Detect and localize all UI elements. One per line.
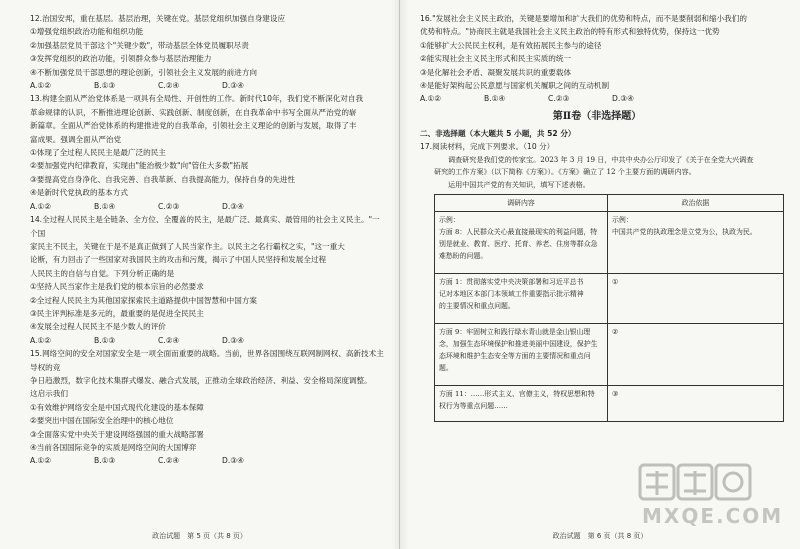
question-15-item-3: ③全面落实党中央关于建设网络强国的重大战略部署 [30, 429, 204, 439]
svg-text:MXQE.COM: MXQE.COM [642, 504, 784, 528]
research-table [434, 194, 784, 422]
table-cell-basis [608, 212, 784, 274]
question-17-material [434, 154, 774, 192]
question-13-item-3: ③要提高党自身净化、自我完善、自我革新、自我提高能力，保持自身的先进性 [30, 174, 295, 184]
option-d: D.③④ [222, 201, 244, 211]
question-15-stem-line: 15.网络空间的安全对国家安全是一项全面而重要的战略。当前，世界各国围绕互联网制网权、高新技术主导权的竞 [30, 349, 384, 372]
question-15-item-1: ①有效维护网络安全是中国式现代化建设的基本保障 [30, 402, 204, 412]
cell-line: 权行为等重点问题…… [439, 402, 508, 411]
question-13 [30, 92, 385, 213]
page-footer-right: 政治试题 第 6 页（共 8 页） [552, 532, 648, 540]
page-footer-left: 政治试题 第 5 页（共 8 页） [152, 532, 247, 540]
cell-line: 示例： [439, 216, 460, 225]
question-13-item-4: ④是新时代党执政的基本方式 [30, 188, 128, 198]
table-cell-content [435, 274, 608, 324]
table-cell-basis [608, 274, 784, 324]
question-14-stem-line: 论断，有力回击了一些国家对我国民主的攻击和污蔑，揭示了中国人民坚持和发展全过程 [30, 255, 327, 265]
cell-line: 示例： [612, 216, 633, 225]
table-row [435, 324, 784, 386]
question-13-stem-line: 13.构建全面从严治党体系是一项具有全局性、开创性的工作。新时代10年，我们党不断深化对自我 [30, 94, 364, 104]
material-line: 调查研究是我们党的传家宝。2023 年 3 月 19 日，中共中央办公厅印发了《关于在全党大兴调查 [448, 154, 754, 164]
cell-line: 中国共产党的执政理念是立党为公，执政为民。 [612, 228, 757, 237]
question-14 [30, 213, 385, 347]
option-c: C.②④ [158, 456, 180, 466]
section-heading: 二、非选择题（本大题共 5 小题，共 52 分） [420, 128, 576, 138]
material-line: 研究的工作方案》（以下简称《方案》）。《方案》确立了 12 个主要方面的调研内容。 [434, 167, 696, 177]
question-12-item-2: ②加强基层党员干部这个"关键少数"，带动基层全体党员履职尽责 [30, 40, 249, 50]
question-12-item-1: ①增强党组织政治功能和组织功能 [30, 27, 144, 37]
option-a: A.①② [420, 94, 442, 104]
question-14-item-1: ①坚持人民当家作主是我们党的根本宗旨的必然要求 [30, 282, 204, 292]
question-14-stem-line: 14.全过程人民民主是全链条、全方位、全覆盖的民主，是最广泛、最真实、最管用的社会主义民主。"一个国 [30, 215, 380, 238]
option-a: A.①② [30, 201, 52, 211]
question-16-item-3: ③是化解社会矛盾、凝聚发展共识的重要载体 [420, 67, 572, 77]
question-12-stem: 12.治国安邦，重在基层。基层治理，关键在党。基层党组织加强自身建设应 [30, 14, 286, 23]
table-header-row [435, 195, 784, 212]
question-13-options [30, 200, 385, 213]
question-16-stem-line: 优势和特点。"协商民主就是我国社会主义民主政治的特有形式和独特优势，保持这一优势 [420, 27, 720, 37]
answer-blank-1: ① [612, 278, 619, 287]
table-cell-content [435, 324, 608, 386]
question-13-item-1: ①体现了全过程人民民主是最广泛的民主 [30, 148, 166, 158]
question-16-item-2: ②能实现社会主义民主形式和民主实质的统一 [420, 54, 572, 64]
question-15-options [30, 454, 385, 467]
question-14-item-2: ②全过程人民民主为其他国家探索民主道路提供中国智慧和中国方案 [30, 295, 258, 305]
option-b: B.①③ [94, 335, 116, 345]
table-header-content: 调研内容 [435, 195, 608, 212]
question-15-item-2: ②要突出中国在国际安全治理中的核心地位 [30, 416, 174, 426]
question-15-stem-line: 争日趋激烈，数字化技术集群式爆发、融合式发展，正推动全球政治经济、利益、安全格局深度调整。 [30, 375, 372, 385]
question-14-item-3: ③民主评判标准是多元的，最重要的是促进全民民主 [30, 308, 204, 318]
question-16-options [420, 92, 774, 105]
answer-blank-2: ② [612, 328, 619, 337]
question-16-item-1: ①能够扩大公民民主权利，是有效拓展民主参与的途径 [420, 40, 602, 50]
question-13-stem-line: 新篇章。全面从严治党体系的构建推进党的自我革命，引领社会主义理论的创新与发展，取得了丰 [30, 121, 357, 131]
table-row [435, 274, 784, 324]
option-a: A.①② [30, 456, 52, 466]
cell-line: 态环境和维护生态安全等方面的主要情况和重点问 [439, 352, 591, 361]
material-line: 运用中国共产党的有关知识，填写下述表格。 [448, 179, 590, 189]
option-a: A.①② [30, 81, 52, 91]
question-12-options [30, 79, 385, 92]
cell-line: 方面 1：贯彻落实党中央决策部署和习近平总书 [439, 278, 584, 287]
question-14-stem-line: 家民主不民主，关键在于是不是真正做到了人民当家作主。以民主之名行霸权之实，"这一重大 [30, 241, 345, 251]
option-d: D.③④ [222, 335, 244, 345]
table-cell-basis [608, 324, 784, 386]
table-row [435, 212, 784, 274]
cell-line: 方面 11：……形式主义、官僚主义，特权思想和特 [439, 390, 595, 399]
table-cell-basis [608, 386, 784, 422]
table-cell-content [435, 386, 608, 422]
book-spine-shadow [392, 0, 408, 549]
question-14-options [30, 334, 385, 347]
option-b: B.①③ [94, 81, 116, 91]
option-c: C.②③ [548, 94, 570, 104]
section-title: 第Ⅱ卷（非选择题） [552, 110, 642, 122]
question-13-item-2: ②要加强党内纪律教育，实现由"能治极少数"向"管住大多数"拓展 [30, 161, 249, 171]
option-d: D.③④ [222, 456, 244, 466]
option-b: B.①③ [94, 456, 116, 466]
answer-blank-3: ③ [612, 390, 619, 399]
cell-line: 方面 9：牢固树立和践行绿水青山就是金山银山理 [439, 328, 591, 337]
question-14-stem-line: 人民民主的自信与自觉。下列分析正确的是 [30, 268, 175, 278]
cell-line: 念，加强生态环境保护和推进美丽中国建设，保护生 [439, 340, 598, 349]
option-c: C.②④ [158, 81, 180, 91]
question-17-stem: 17.阅读材料，完成下列要求。（10 分） [420, 142, 555, 152]
question-15-item-4: ④当前各国国际竞争的实质是网络空间的大国博弈 [30, 443, 197, 452]
cell-line: 题。 [439, 364, 453, 373]
question-17 [420, 140, 774, 153]
table-row [435, 386, 784, 422]
question-16-stem-line: 16."发展社会主义民主政治，关键是要增加和扩大我们的优势和特点，而不是要削弱和缩小我们的 [420, 14, 747, 23]
question-12 [30, 12, 385, 92]
question-13-stem-line: 富成果。强调全面从严治党 [30, 134, 122, 144]
question-15 [30, 347, 385, 468]
question-15-stem-line: 这启示我们 [30, 389, 68, 399]
watermark-logo [636, 461, 786, 529]
cell-line: 记对本地区本部门本领域工作重要指示批示精神 [439, 290, 584, 299]
cell-line: 别是就业、教育、医疗、托育、养老、住房等群众急 [439, 240, 598, 249]
cell-line: 难愁盼的问题。 [439, 252, 488, 261]
cell-line: 方面 8：人民群众关心最直接最现实的利益问题，特 [439, 228, 598, 237]
question-16-item-4: ④是能好架构起公民意愿与国家机关履职之间的互动机制 [420, 81, 610, 91]
question-14-item-4: ④发展全过程人民民主不是少数人的评价 [30, 322, 166, 332]
option-b: B.①④ [94, 201, 116, 211]
option-c: C.②③ [158, 201, 180, 211]
option-c: C.②④ [158, 335, 180, 345]
question-12-item-4: ④不断加强党员干部思想的理论创新，引领社会主义发展的前进方向 [30, 67, 258, 77]
question-16 [420, 12, 774, 106]
watermark-logo-graphic [636, 461, 786, 529]
exam-page-right [400, 0, 800, 549]
option-d: D.③④ [222, 81, 244, 91]
question-12-item-3: ③发挥党组织的政治功能，引领群众参与基层治理能力 [30, 54, 212, 64]
table-header-basis: 政治依据 [608, 195, 784, 212]
cell-line: 的主要情况和重点问题。 [439, 302, 515, 311]
question-13-stem-line: 革命规律的认识，不断推进理论创新、实践创新、制度创新，在自我革命中书写全面从严治党的崭 [30, 107, 357, 117]
option-b: B.①④ [484, 94, 506, 104]
table-cell-content [435, 212, 608, 274]
option-a: A.①② [30, 335, 52, 345]
option-d: D.③④ [612, 94, 634, 104]
